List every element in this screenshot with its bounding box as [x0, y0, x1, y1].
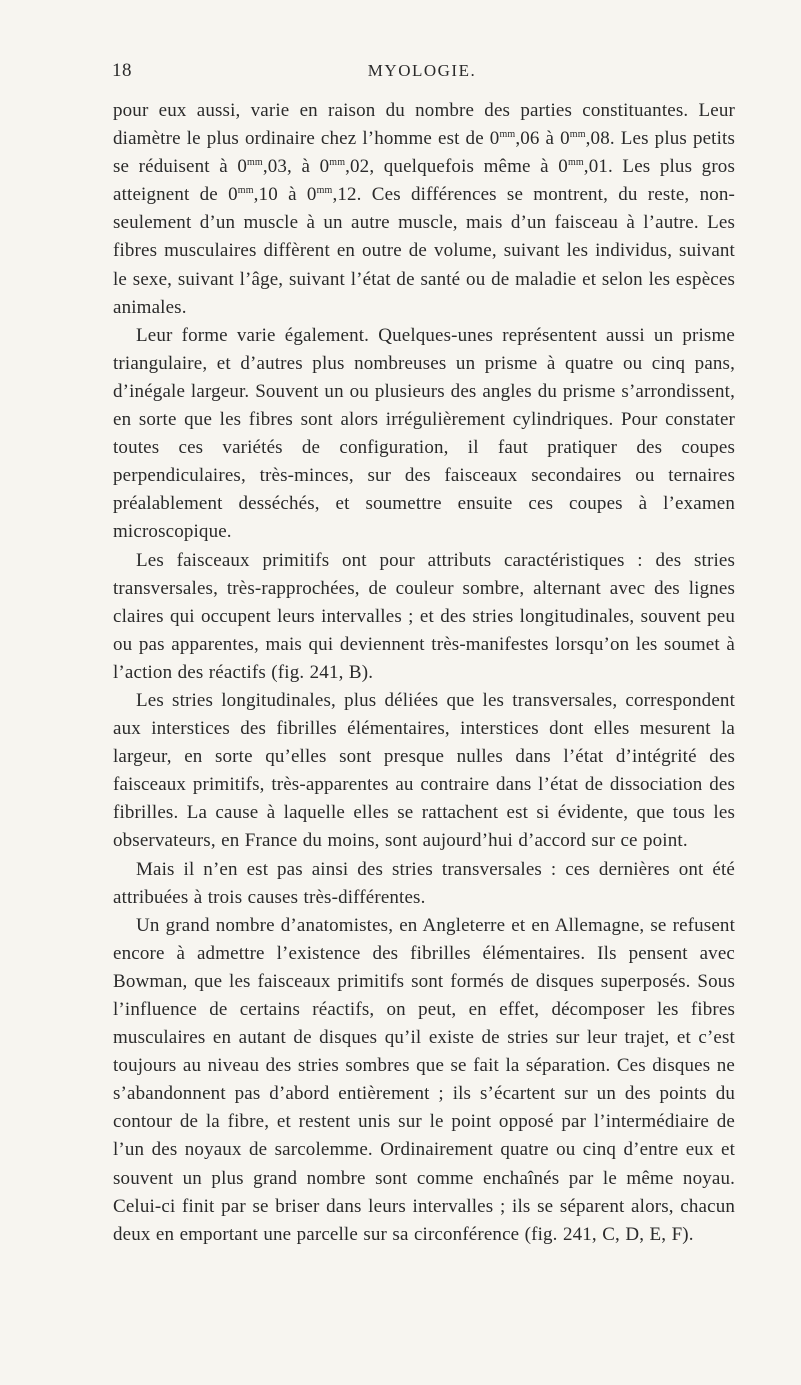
page-number: 18 — [112, 60, 132, 81]
unit-superscript: mm — [237, 185, 254, 197]
paragraph-4 — [113, 687, 735, 856]
unit-superscript: mm — [499, 129, 516, 141]
page-header — [112, 60, 732, 90]
unit-superscript: mm — [246, 157, 263, 169]
paragraph-5 — [113, 856, 735, 912]
text-run: ,06 à 0 — [515, 128, 570, 150]
text-run: Un grand nombre d’anatomistes, en Angleterre et en Allemagne, se refusent encore à admettre l’existence des fibrilles élémentaires. Ils pensent avec Bowman, que les faisceaux primitifs sont formés de disques superposés. Sous l’influence de certains réactifs, on peut, en effet, décomposer les fibres musculaires en autant de disques qu’il existe de stries sur leur trajet, et c’est toujours au niveau des stries sombres que se fait la séparation. Ces disques ne s’abandonnent pas d’abord entièrement ; ils s’écartent sur un des points du contour de la fibre, et restent unis sur le point opposé par l’intermédiaire de l’un des noyaux de sarcolemme. Ordinairement quatre ou cinq d’entre eux et souvent un plus grand nombre sont comme enchaînés par le même noyau. Celui-ci finit par se briser dans leurs intervalles ; ils se séparent alors, chacun deux en emportant une parcelle sur sa circonférence (fig. 241, C, D, E, F). — [113, 914, 735, 1245]
paragraph-2 — [113, 322, 735, 547]
body-text — [113, 97, 735, 1249]
text-run: ,01. Les plus gros atteignent de 0 — [113, 156, 735, 206]
unit-superscript: mm — [569, 129, 586, 141]
text-run: Mais il n’en est pas ainsi des stries transversales : ces dernières ont été attribuées à trois causes très-différentes. — [113, 858, 735, 908]
paragraph-3 — [113, 547, 735, 687]
text-run: ,12. Ces différences se montrent, du reste, non-seulement d’un muscle à un autre muscle, mais d’un faisceau à l’autre. Les fibres musculaires diffèrent en outre de volume, suivant les individus, suivant le sexe, suivant l’âge, suivant l’état de santé ou de maladie et selon les espèces animales. — [113, 184, 735, 318]
text-run: ,10 à 0 — [253, 184, 317, 206]
text-run: ,02, quelquefois même à 0 — [345, 156, 568, 178]
text-run: pour eux aussi, varie en raison du nombre des parties constituantes. Leur diamètre le plus ordinaire chez l’homme est de 0 — [113, 100, 735, 150]
text-run: Leur forme varie également. Quelques-unes représentent aussi un prisme triangulaire, et d’autres plus nombreuses un prisme à quatre ou cinq pans, d’inégale largeur. Souvent un ou plusieurs des angles du prisme s’arrondissent, en sorte que les fibres sont alors irrégulièrement cylindriques. Pour constater toutes ces variétés de configuration, il faut pratiquer des coupes perpendiculaires, très-minces, sur des faisceaux secondaires ou ternaires préalablement desséchés, et soumettre ensuite ces coupes à l’examen microscopique. — [113, 324, 735, 543]
text-run: ,08. Les plus petits se réduisent à 0 — [113, 128, 736, 178]
text-run: ,03, à 0 — [262, 156, 330, 178]
unit-superscript: mm — [329, 157, 346, 169]
unit-superscript: mm — [567, 157, 584, 169]
text-run: Les stries longitudinales, plus déliées que les transversales, correspondent aux interstices des fibrilles élémentaires, interstices dont elles mesurent la largeur, en sorte qu’elles sont presque nulles dans l’état d’intégrité des faisceaux primitifs, très-apparentes au contraire dans l’état de dissociation des fibrilles. La cause à laquelle elles se rattachent est si évidente, que tous les observateurs, en France du moins, sont aujourd’hui d’accord sur ce point. — [113, 689, 735, 852]
unit-superscript: mm — [316, 185, 333, 197]
text-run: Les faisceaux primitifs ont pour attributs caractéristiques : des stries transversales, très-rapprochées, de couleur sombre, alternant avec des lignes claires qui occupent leurs intervalles ; et des stries longitudinales, souvent peu ou pas apparentes, mais qui deviennent très-manifestes lorsqu’on les soumet à l’action des réactifs (fig. 241, B). — [113, 549, 735, 683]
paragraph-6 — [113, 912, 735, 1249]
running-head: MYOLOGIE. — [367, 61, 477, 80]
paragraph-1 — [113, 97, 735, 322]
